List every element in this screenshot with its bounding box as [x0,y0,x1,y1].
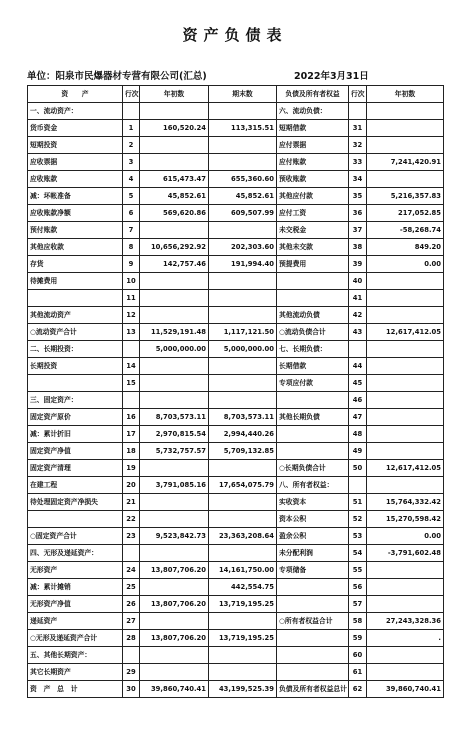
asset-closing [209,664,277,681]
balance-sheet-table [27,85,444,698]
asset-opening [140,358,209,375]
liability-item: 预收账款 [277,171,349,188]
asset-item [28,375,123,392]
liability-line-no: 48 [349,426,367,443]
liability-opening [367,477,444,494]
liability-opening: -58,268.74 [367,222,444,239]
table-row [28,477,444,494]
header-line-no-right: 行次 [349,86,367,103]
asset-item: 固定资产清理 [28,460,123,477]
asset-line-no [123,545,140,562]
table-row [28,188,444,205]
header-assets: 资 产 [28,86,123,103]
asset-closing: 14,161,750.00 [209,562,277,579]
asset-closing: 5,709,132.85 [209,443,277,460]
liability-item: 未交税金 [277,222,349,239]
liability-line-no: 35 [349,188,367,205]
table-row [28,579,444,596]
asset-closing [209,392,277,409]
liability-line-no: 49 [349,443,367,460]
liability-opening [367,137,444,154]
asset-closing: 655,360.60 [209,171,277,188]
liability-opening: 7,241,420.91 [367,154,444,171]
asset-line-no: 19 [123,460,140,477]
asset-line-no: 7 [123,222,140,239]
liability-line-no: 44 [349,358,367,375]
asset-item: ○流动资产合计 [28,324,123,341]
asset-line-no: 8 [123,239,140,256]
asset-opening [140,460,209,477]
asset-opening [140,290,209,307]
table-row [28,511,444,528]
table-row [28,630,444,647]
asset-closing: 8,703,573.11 [209,409,277,426]
asset-item: 应收票据 [28,154,123,171]
asset-line-no: 17 [123,426,140,443]
asset-item [28,511,123,528]
asset-opening: 45,852.61 [140,188,209,205]
asset-closing: 1,117,121.50 [209,324,277,341]
table-row [28,307,444,324]
table-row [28,528,444,545]
asset-opening: 2,970,815.54 [140,426,209,443]
liability-item: 长期借款 [277,358,349,375]
asset-item: 递延资产 [28,613,123,630]
asset-opening [140,511,209,528]
asset-opening: 142,757.46 [140,256,209,273]
asset-item: 五、其他长期资产： [28,647,123,664]
liability-item: 未分配利润 [277,545,349,562]
asset-opening: 13,807,706.20 [140,596,209,613]
asset-line-no: 30 [123,681,140,698]
asset-line-no: 9 [123,256,140,273]
liability-line-no: 53 [349,528,367,545]
liability-opening: 12,617,412.05 [367,460,444,477]
header-opening-balance: 年初数 [140,86,209,103]
asset-item: 应收账款 [28,171,123,188]
liability-opening: 217,052.85 [367,205,444,222]
table-row [28,409,444,426]
asset-opening [140,494,209,511]
asset-opening [140,137,209,154]
liability-item: 专项应付款 [277,375,349,392]
asset-opening: 39,860,740.41 [140,681,209,698]
asset-opening [140,375,209,392]
liability-line-no: 52 [349,511,367,528]
table-row [28,222,444,239]
table-row [28,239,444,256]
asset-line-no: 27 [123,613,140,630]
liability-line-no: 60 [349,647,367,664]
asset-closing [209,154,277,171]
liability-line-no: 59 [349,630,367,647]
liability-opening: 0.00 [367,528,444,545]
liability-item: 应付工资 [277,205,349,222]
asset-line-no: 10 [123,273,140,290]
liability-opening [367,341,444,358]
asset-line-no: 18 [123,443,140,460]
liability-line-no [349,103,367,120]
asset-closing [209,545,277,562]
liability-opening [367,664,444,681]
asset-line-no [123,341,140,358]
asset-opening [140,613,209,630]
asset-opening: 3,791,085.16 [140,477,209,494]
table-row [28,681,444,698]
liability-item: 盈余公积 [277,528,349,545]
table-row [28,171,444,188]
liability-opening: 849.20 [367,239,444,256]
asset-item: 预付账款 [28,222,123,239]
asset-closing [209,358,277,375]
liability-opening [367,120,444,137]
liability-item [277,273,349,290]
liability-item: 七、长期负债： [277,341,349,358]
liability-line-no: 33 [349,154,367,171]
liability-line-no: 46 [349,392,367,409]
asset-item [28,290,123,307]
liability-line-no: 34 [349,171,367,188]
asset-item: 应收账款净额 [28,205,123,222]
asset-closing: 442,554.75 [209,579,277,596]
asset-closing: 5,000,000.00 [209,341,277,358]
asset-opening [140,664,209,681]
asset-line-no [123,647,140,664]
asset-line-no: 11 [123,290,140,307]
table-row [28,426,444,443]
asset-closing: 609,507.99 [209,205,277,222]
asset-item: 无形资产 [28,562,123,579]
liability-line-no: 51 [349,494,367,511]
table-row [28,596,444,613]
table-row [28,460,444,477]
liability-opening: 0.00 [367,256,444,273]
asset-line-no: 23 [123,528,140,545]
header-row [28,86,444,103]
asset-item: 减：累计摊销 [28,579,123,596]
table-row [28,154,444,171]
asset-line-no: 13 [123,324,140,341]
liability-line-no: 36 [349,205,367,222]
asset-item: 减：累计折旧 [28,426,123,443]
asset-item: 二、长期投资： [28,341,123,358]
asset-item: 一、流动资产： [28,103,123,120]
liability-opening: 5,216,357.83 [367,188,444,205]
liability-opening [367,171,444,188]
asset-opening [140,273,209,290]
liability-opening [367,562,444,579]
liability-line-no: 42 [349,307,367,324]
liability-item: 其他长期负债 [277,409,349,426]
liability-opening: 15,270,598.42 [367,511,444,528]
asset-line-no: 5 [123,188,140,205]
table-row [28,273,444,290]
asset-closing [209,613,277,630]
liability-item: ○流动负债合计 [277,324,349,341]
liability-item [277,596,349,613]
unit-label: 单位：阳泉市民爆器材专营有限公司(汇总) [27,71,207,82]
asset-line-no: 1 [123,120,140,137]
table-row [28,613,444,630]
asset-item: 四、无形及递延资产： [28,545,123,562]
header-closing-balance: 期末数 [209,86,277,103]
liability-item: ○所有者权益合计 [277,613,349,630]
liability-opening [367,426,444,443]
asset-item: 三、固定资产： [28,392,123,409]
liability-opening [367,273,444,290]
liability-item: 资本公积 [277,511,349,528]
asset-closing: 113,315.51 [209,120,277,137]
asset-opening: 11,529,191.48 [140,324,209,341]
asset-closing [209,290,277,307]
liability-item [277,579,349,596]
liability-line-no: 41 [349,290,367,307]
liability-item: 其他未交款 [277,239,349,256]
table-row [28,256,444,273]
asset-item: 固定资产原价 [28,409,123,426]
asset-closing: 13,719,195.25 [209,630,277,647]
liability-item: 短期借款 [277,120,349,137]
asset-item: 其他流动资产 [28,307,123,324]
liability-item [277,443,349,460]
asset-opening [140,392,209,409]
asset-opening: 569,620.86 [140,205,209,222]
liability-opening: 39,860,740.41 [367,681,444,698]
liability-line-no [349,477,367,494]
asset-line-no: 15 [123,375,140,392]
asset-closing [209,307,277,324]
liability-line-no: 62 [349,681,367,698]
asset-item: 固定资产净值 [28,443,123,460]
table-row [28,392,444,409]
asset-line-no: 16 [123,409,140,426]
liability-opening: 15,764,332.42 [367,494,444,511]
asset-line-no: 14 [123,358,140,375]
asset-opening [140,222,209,239]
asset-closing [209,103,277,120]
liability-opening [367,443,444,460]
asset-opening: 5,000,000.00 [140,341,209,358]
asset-line-no: 21 [123,494,140,511]
table-row [28,341,444,358]
asset-line-no: 6 [123,205,140,222]
asset-closing [209,375,277,392]
asset-line-no: 3 [123,154,140,171]
liability-item: 负债及所有者权益总计 [277,681,349,698]
asset-line-no: 2 [123,137,140,154]
asset-opening [140,579,209,596]
asset-opening: 13,807,706.20 [140,562,209,579]
liability-line-no [349,341,367,358]
asset-opening [140,647,209,664]
liability-item [277,647,349,664]
liability-line-no: 32 [349,137,367,154]
liability-item: 其他流动负债 [277,307,349,324]
table-row [28,205,444,222]
asset-closing: 202,303.60 [209,239,277,256]
liability-line-no: 47 [349,409,367,426]
asset-line-no: 25 [123,579,140,596]
asset-item: 待处理固定资产净损失 [28,494,123,511]
asset-item: 长期投资 [28,358,123,375]
asset-item: 短期投资 [28,137,123,154]
asset-line-no: 29 [123,664,140,681]
header-line-no: 行次 [123,86,140,103]
liability-line-no: 38 [349,239,367,256]
liability-item: 专项储备 [277,562,349,579]
liability-line-no: 56 [349,579,367,596]
asset-item: ○无形及递延资产合计 [28,630,123,647]
liability-opening [367,103,444,120]
liability-opening [367,307,444,324]
table-row [28,562,444,579]
liability-line-no: 39 [349,256,367,273]
liability-opening [367,375,444,392]
table-row [28,137,444,154]
asset-line-no: 28 [123,630,140,647]
report-title: 资产负债表 [182,26,288,44]
asset-opening [140,103,209,120]
table-row [28,375,444,392]
asset-item: 减：坏帐准备 [28,188,123,205]
table-row [28,545,444,562]
asset-opening: 160,520.24 [140,120,209,137]
asset-closing [209,494,277,511]
asset-opening: 615,473.47 [140,171,209,188]
asset-line-no: 24 [123,562,140,579]
liability-line-no: 45 [349,375,367,392]
liability-opening: 12,617,412.05 [367,324,444,341]
asset-item: 无形资产净值 [28,596,123,613]
asset-line-no: 26 [123,596,140,613]
asset-opening [140,307,209,324]
liability-opening: 27,243,328.36 [367,613,444,630]
asset-line-no: 4 [123,171,140,188]
liability-item [277,290,349,307]
liability-item: 预提费用 [277,256,349,273]
asset-opening: 10,656,292.92 [140,239,209,256]
table-row [28,324,444,341]
table-row [28,443,444,460]
asset-line-no [123,103,140,120]
asset-item: 货币资金 [28,120,123,137]
asset-opening: 5,732,757.57 [140,443,209,460]
liability-opening: . [367,630,444,647]
asset-closing [209,511,277,528]
asset-closing: 23,363,208.64 [209,528,277,545]
liability-item: 六、流动负债： [277,103,349,120]
asset-item: 其它长期资产 [28,664,123,681]
asset-item: 存货 [28,256,123,273]
table-row [28,494,444,511]
asset-item: 待摊费用 [28,273,123,290]
liability-line-no: 31 [349,120,367,137]
asset-closing [209,460,277,477]
report-date: 2022年3月31日 [294,71,369,82]
asset-closing [209,222,277,239]
asset-item: 资 产 总 计 [28,681,123,698]
asset-opening: 8,703,573.11 [140,409,209,426]
liability-opening [367,392,444,409]
liability-opening: -3,791,602.48 [367,545,444,562]
table-row [28,290,444,307]
asset-closing [209,137,277,154]
liability-line-no: 54 [349,545,367,562]
liability-line-no: 43 [349,324,367,341]
liability-line-no: 57 [349,596,367,613]
liability-item [277,392,349,409]
liability-line-no: 50 [349,460,367,477]
liability-line-no: 58 [349,613,367,630]
asset-line-no: 20 [123,477,140,494]
asset-closing: 17,654,075.79 [209,477,277,494]
header-liabilities-equity: 负债及所有者权益 [277,86,349,103]
liability-line-no: 37 [349,222,367,239]
liability-item [277,664,349,681]
liability-item: 应付账款 [277,154,349,171]
table-row [28,103,444,120]
asset-opening [140,154,209,171]
asset-line-no: 22 [123,511,140,528]
asset-item: ○固定资产合计 [28,528,123,545]
table-row [28,358,444,375]
asset-opening: 13,807,706.20 [140,630,209,647]
asset-opening: 9,523,842.73 [140,528,209,545]
asset-closing [209,647,277,664]
table-row [28,120,444,137]
liability-opening [367,409,444,426]
asset-line-no [123,392,140,409]
asset-closing: 13,719,195.25 [209,596,277,613]
table-row [28,664,444,681]
asset-closing: 191,994.40 [209,256,277,273]
asset-closing: 43,199,525.39 [209,681,277,698]
liability-item: 实收资本 [277,494,349,511]
asset-item: 其他应收款 [28,239,123,256]
asset-closing: 2,994,440.26 [209,426,277,443]
liability-item [277,630,349,647]
liability-item: 八、所有者权益： [277,477,349,494]
liability-opening [367,647,444,664]
liability-item: 其他应付款 [277,188,349,205]
liability-opening [367,579,444,596]
liability-opening [367,358,444,375]
asset-opening [140,545,209,562]
liability-opening [367,596,444,613]
asset-closing [209,273,277,290]
liability-item [277,426,349,443]
liability-item: ○长期负债合计 [277,460,349,477]
table-row [28,647,444,664]
asset-item: 在建工程 [28,477,123,494]
liability-item: 应付票据 [277,137,349,154]
liability-line-no: 55 [349,562,367,579]
asset-line-no: 12 [123,307,140,324]
liability-opening [367,290,444,307]
liability-line-no: 40 [349,273,367,290]
asset-closing: 45,852.61 [209,188,277,205]
liability-line-no: 61 [349,664,367,681]
header-opening-balance-right: 年初数 [367,86,444,103]
